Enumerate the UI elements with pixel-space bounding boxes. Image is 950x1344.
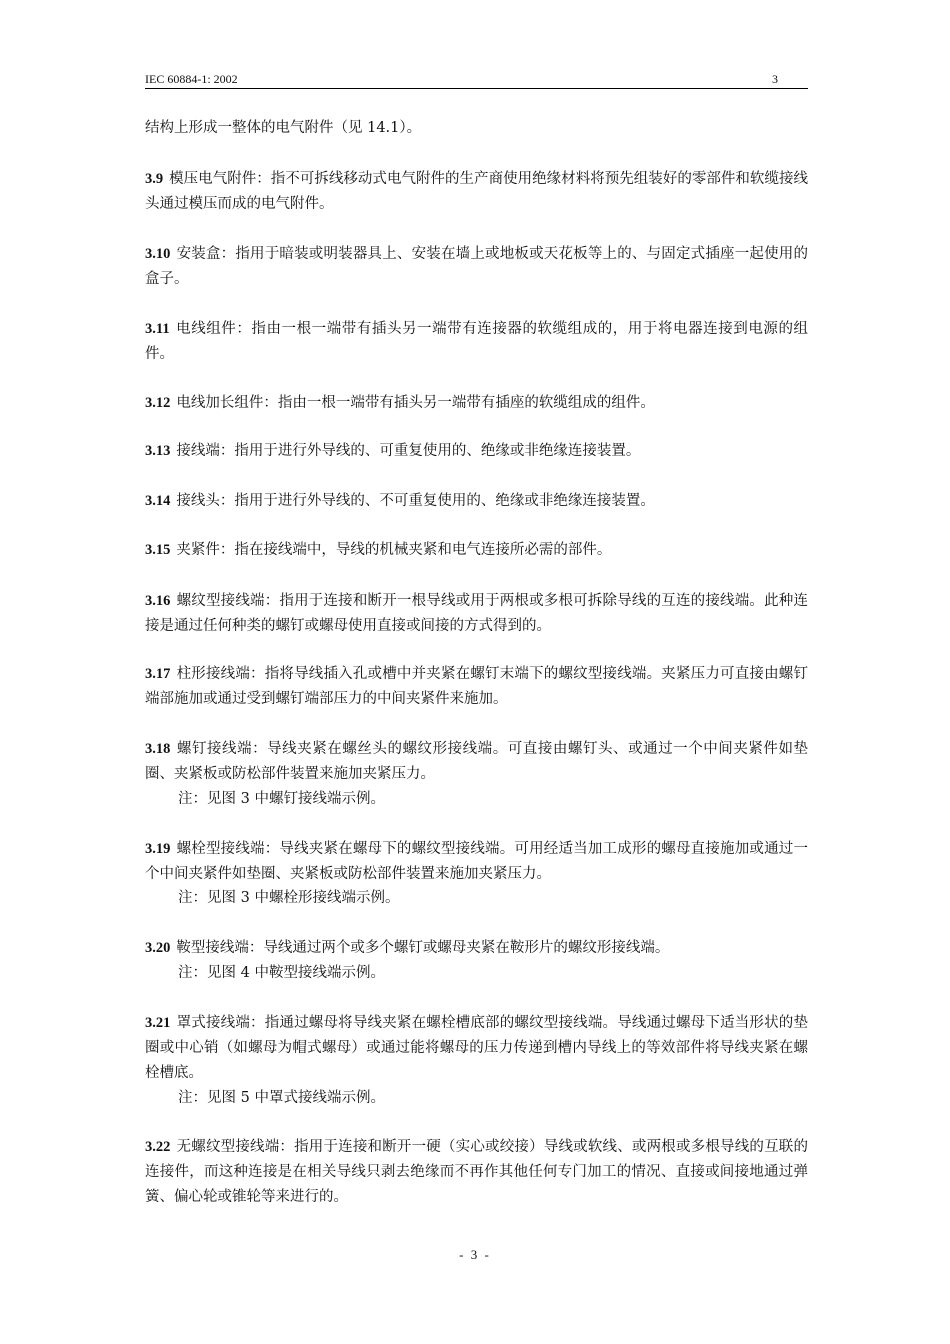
clause-text: 无螺纹型接线端：指用于连接和断开一硬（实心或绞接）导线或软线、或两根或多根导线的互联的连接件，而这种连接是在相关导线只剥去绝缘而不再作其他任何专门加工的情况、直接或间接地通过弹簧、偏心轮或锥轮等来进行的。: [145, 1139, 808, 1205]
clause-3-13: [145, 439, 808, 464]
clause-number: 3.12: [145, 395, 171, 411]
clause-3-18: [145, 737, 808, 787]
clause-number: 3.16: [145, 593, 171, 609]
clause-text: 螺钉接线端：导线夹紧在螺丝头的螺纹形接线端。可直接由螺钉头、或通过一个中间夹紧件如垫圈、夹紧板或防松部件装置来施加夹紧压力。: [145, 741, 808, 782]
header-page-number: 3: [772, 72, 778, 86]
clause-text: 罩式接线端：指通过螺母将导线夹紧在螺栓槽底部的螺纹型接线端。导线通过螺母下适当形状的垫圈或中心销（如螺母为帽式螺母）或通过能将螺母的压力传递到槽内导线上的等效部件将导线夹紧在螺栓槽底。: [145, 1015, 808, 1081]
clause-text: 夹紧件：指在接线端中，导线的机械夹紧和电气连接所必需的部件。: [176, 542, 612, 558]
clause-3-22: [145, 1135, 808, 1210]
intro-text: 结构上形成一整体的电气附件（见 14.1）。: [145, 120, 422, 136]
clause-number: 3.13: [145, 443, 171, 459]
clause-number: 3.10: [145, 246, 171, 262]
clause-text: 螺栓型接线端：导线夹紧在螺母下的螺纹型接线端。可用经适当加工成形的螺母直接施加或通过一个中间夹紧件如垫圈、夹紧板或防松部件装置来施加夹紧压力。: [145, 841, 808, 882]
note-3-21: 注：见图 5 中罩式接线端示例。: [178, 1090, 385, 1106]
clause-number: 3.17: [145, 666, 171, 682]
clause-3-19: [145, 837, 808, 887]
page-header: [145, 72, 808, 89]
standard-number: IEC 60884-1: 2002: [145, 72, 238, 86]
clause-text: 柱形接线端：指将导线插入孔或槽中并夹紧在螺钉末端下的螺纹型接线端。夹紧压力可直接由螺钉端部施加或通过受到螺钉端部压力的中间夹紧件来施加。: [145, 666, 808, 707]
clause-3-21: [145, 1011, 808, 1086]
clause-number: 3.9: [145, 171, 164, 187]
clause-text: 鞍型接线端：导线通过两个或多个螺钉或螺母夹紧在鞍形片的螺纹形接线端。: [176, 940, 670, 956]
clause-3-10: [145, 242, 808, 292]
note-3-20: 注：见图 4 中鞍型接线端示例。: [178, 965, 385, 981]
clause-text: 电线加长组件：指由一根一端带有插头另一端带有插座的软缆组成的组件。: [176, 395, 655, 411]
clause-number: 3.21: [145, 1015, 171, 1031]
clause-text: 安装盒：指用于暗装或明装器具上、安装在墙上或地板或天花板等上的、与固定式插座一起使用的盒子。: [145, 246, 808, 287]
clause-text: 模压电气附件：指不可拆线移动式电气附件的生产商使用绝缘材料将预先组装好的零部件和软缆接线头通过模压而成的电气附件。: [145, 171, 808, 212]
clause-3-17: [145, 662, 808, 712]
clause-3-9: [145, 167, 808, 217]
page-footer-number: - 3 -: [459, 1247, 491, 1262]
clause-text: 接线头：指用于进行外导线的、不可重复使用的、绝缘或非绝缘连接装置。: [176, 493, 655, 509]
note-3-19: 注：见图 3 中螺栓形接线端示例。: [178, 890, 400, 906]
clause-text: 接线端：指用于进行外导线的、可重复使用的、绝缘或非绝缘连接装置。: [176, 443, 641, 459]
clause-text: 螺纹型接线端：指用于连接和断开一根导线或用于两根或多根可拆除导线的互连的接线端。此种连接是通过任何种类的螺钉或螺母使用直接或间接的方式得到的。: [145, 593, 808, 634]
clause-number: 3.14: [145, 493, 171, 509]
clause-number: 3.22: [145, 1139, 171, 1155]
note-3-18: 注：见图 3 中螺钉接线端示例。: [178, 791, 385, 807]
clause-3-14: [145, 489, 808, 514]
clause-text: 电线组件：指由一根一端带有插头另一端带有连接器的软缆组成的，用于将电器连接到电源的组件。: [145, 321, 808, 362]
clause-3-12: [145, 391, 808, 416]
clause-number: 3.19: [145, 841, 171, 857]
clause-number: 3.11: [145, 321, 170, 337]
clause-number: 3.15: [145, 542, 171, 558]
clause-number: 3.18: [145, 741, 171, 757]
clause-number: 3.20: [145, 940, 171, 956]
clause-3-15: [145, 538, 808, 563]
clause-3-16: [145, 589, 808, 639]
clause-3-20: [145, 936, 808, 961]
clause-3-11: [145, 317, 808, 367]
